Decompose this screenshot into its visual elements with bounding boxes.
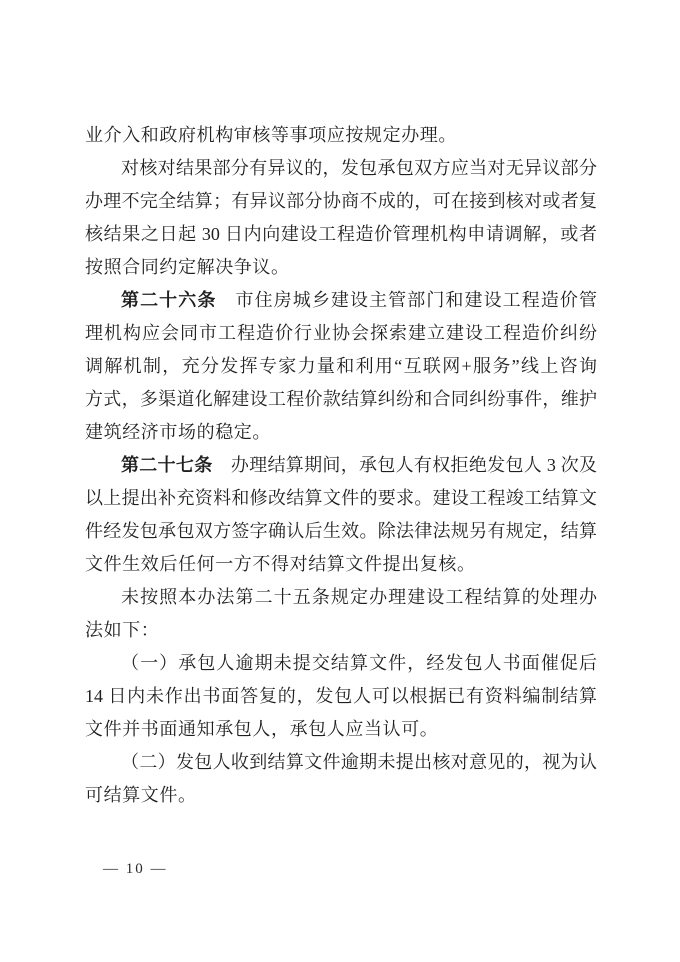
article-26-text: 市住房城乡建设主管部门和建设工程造价管	[216, 290, 597, 310]
article-27-number: 第二十七条	[121, 455, 213, 475]
document-text	[85, 119, 597, 812]
text-line: 文件并书面通知承包人，承包人应当认可。	[85, 719, 439, 739]
article-27-text: 办理结算期间，承包人有权拒绝发包人 3 次及	[212, 455, 597, 475]
text-line: 核结果之日起 30 日内向建设工程造价管理机构申请调解，或者	[85, 224, 597, 244]
text-line: 对核对结果部分有异议的，发包承包双方应当对无异议部分	[121, 158, 597, 178]
text-line: 14 日内未作出书面答复的，发包人可以根据已有资料编制结算	[85, 686, 597, 706]
text-line: 理机构应会同市工程造价行业协会探索建立建设工程造价纠纷	[85, 323, 597, 343]
text-line: 建筑经济市场的稳定。	[85, 422, 271, 442]
text-line: 文件生效后任何一方不得对结算文件提出复核。	[85, 554, 476, 574]
text-line: 未按照本办法第二十五条规定办理建设工程结算的处理办	[121, 587, 597, 607]
page-number: — 10 —	[103, 861, 168, 877]
text-line: 可结算文件。	[85, 785, 197, 805]
text-line: 办理不完全结算；有异议部分协商不成的，可在接到核对或者复	[85, 191, 597, 211]
text-line: 业介入和政府机构审核等事项应按规定办理。	[85, 125, 457, 145]
text-line: 调解机制，充分发挥专家力量和利用“互联网+服务”线上咨询	[85, 356, 597, 376]
text-line	[85, 284, 597, 317]
text-line: 以上提出补充资料和修改结算文件的要求。建设工程竣工结算文	[85, 488, 597, 508]
text-line: （一）承包人逾期未提交结算文件，经发包人书面催促后	[121, 653, 597, 673]
text-line: 法如下：	[85, 620, 160, 640]
text-line: （二）发包人收到结算文件逾期未提出核对意见的，视为认	[121, 752, 597, 772]
text-line	[85, 449, 597, 482]
text-line: 件经发包承包双方签字确认后生效。除法律法规另有规定，结算	[85, 521, 597, 541]
article-26-number: 第二十六条	[121, 290, 217, 310]
text-line: 按照合同约定解决争议。	[85, 257, 290, 277]
text-line: 方式，多渠道化解建设工程价款结算纠纷和合同纠纷事件，维护	[85, 389, 597, 409]
